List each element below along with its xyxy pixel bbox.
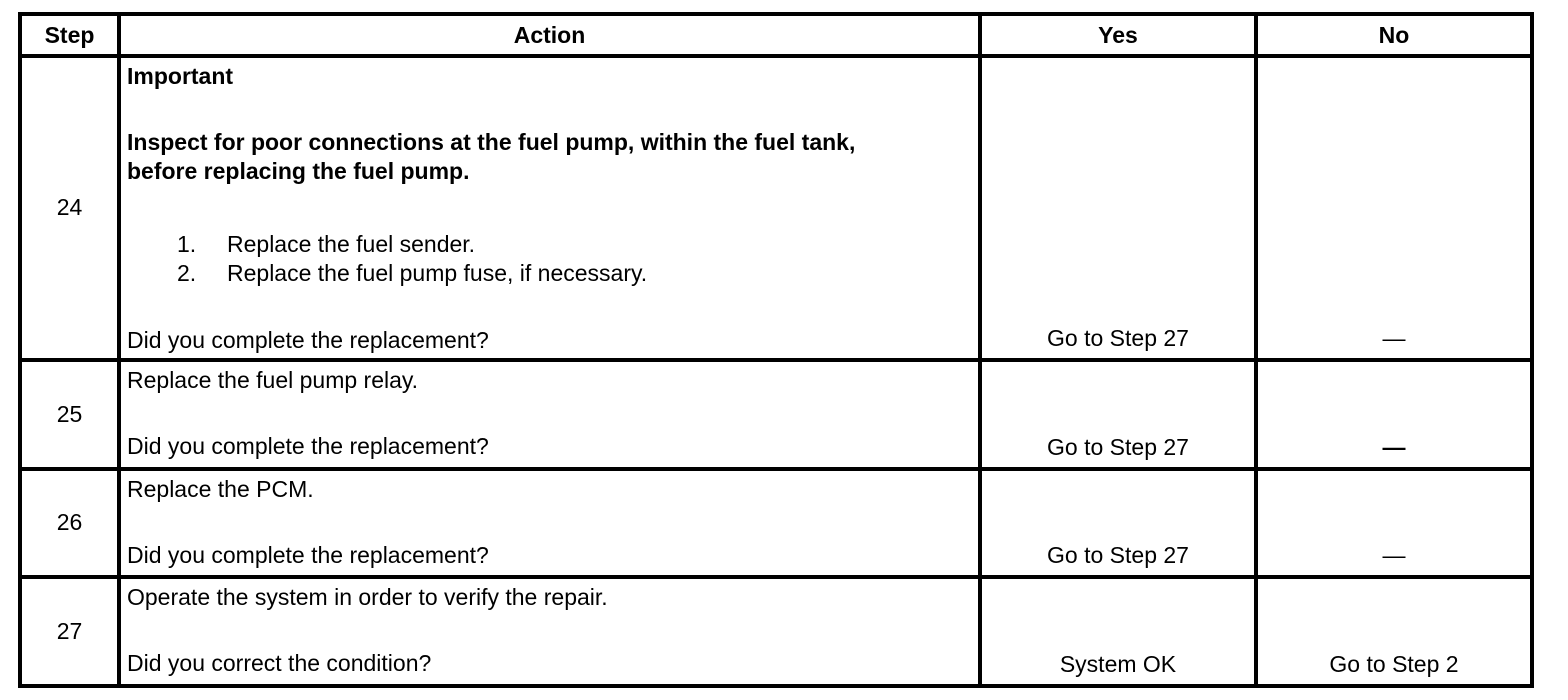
step-number: 25 xyxy=(20,360,119,469)
no-result: — xyxy=(1256,56,1532,360)
step-number: 26 xyxy=(20,469,119,578)
action-question: Did you correct the condition? xyxy=(127,650,432,677)
header-step: Step xyxy=(20,14,119,56)
table-row-step-26 xyxy=(20,469,1532,578)
list-item-number: 2. xyxy=(177,260,197,286)
header-no: No xyxy=(1256,14,1532,56)
important-note: Inspect for poor connections at the fuel pump, within the fuel tank, before replacing the fuel pump. xyxy=(127,129,856,184)
important-label: Important xyxy=(127,63,234,89)
no-result: Go to Step 2 xyxy=(1256,577,1532,686)
action-cell xyxy=(119,469,980,578)
yes-result: System OK xyxy=(980,577,1256,686)
step-number: 24 xyxy=(20,56,119,360)
no-result: — xyxy=(1256,469,1532,578)
no-result: — xyxy=(1256,360,1532,469)
action-question: Did you complete the replacement? xyxy=(127,432,489,459)
list-item-text: Replace the fuel pump fuse, if necessary. xyxy=(227,260,648,286)
action-question: Did you complete the replacement? xyxy=(127,327,489,353)
action-question: Did you complete the replacement? xyxy=(127,541,489,568)
table-row-step-25 xyxy=(20,360,1532,469)
action-text: Replace the PCM. xyxy=(127,475,314,502)
header-row xyxy=(20,14,1532,56)
list-item-text: Replace the fuel sender. xyxy=(227,231,476,257)
header-yes: Yes xyxy=(980,14,1256,56)
list-item-number: 1. xyxy=(177,231,197,257)
action-cell xyxy=(119,577,980,686)
diagnostic-table xyxy=(18,12,1534,688)
header-action: Action xyxy=(119,14,980,56)
action-cell xyxy=(119,56,980,360)
action-cell xyxy=(119,360,980,469)
yes-result: Go to Step 27 xyxy=(980,56,1256,360)
yes-result: Go to Step 27 xyxy=(980,360,1256,469)
action-text: Operate the system in order to verify the repair. xyxy=(127,584,608,611)
list-item xyxy=(127,259,972,288)
table-row-step-24 xyxy=(20,56,1532,360)
yes-result: Go to Step 27 xyxy=(980,469,1256,578)
table-row-step-27 xyxy=(20,577,1532,686)
action-text: Replace the fuel pump relay. xyxy=(127,366,419,393)
list-item xyxy=(127,230,972,259)
step-number: 27 xyxy=(20,577,119,686)
procedure-list xyxy=(127,230,972,288)
